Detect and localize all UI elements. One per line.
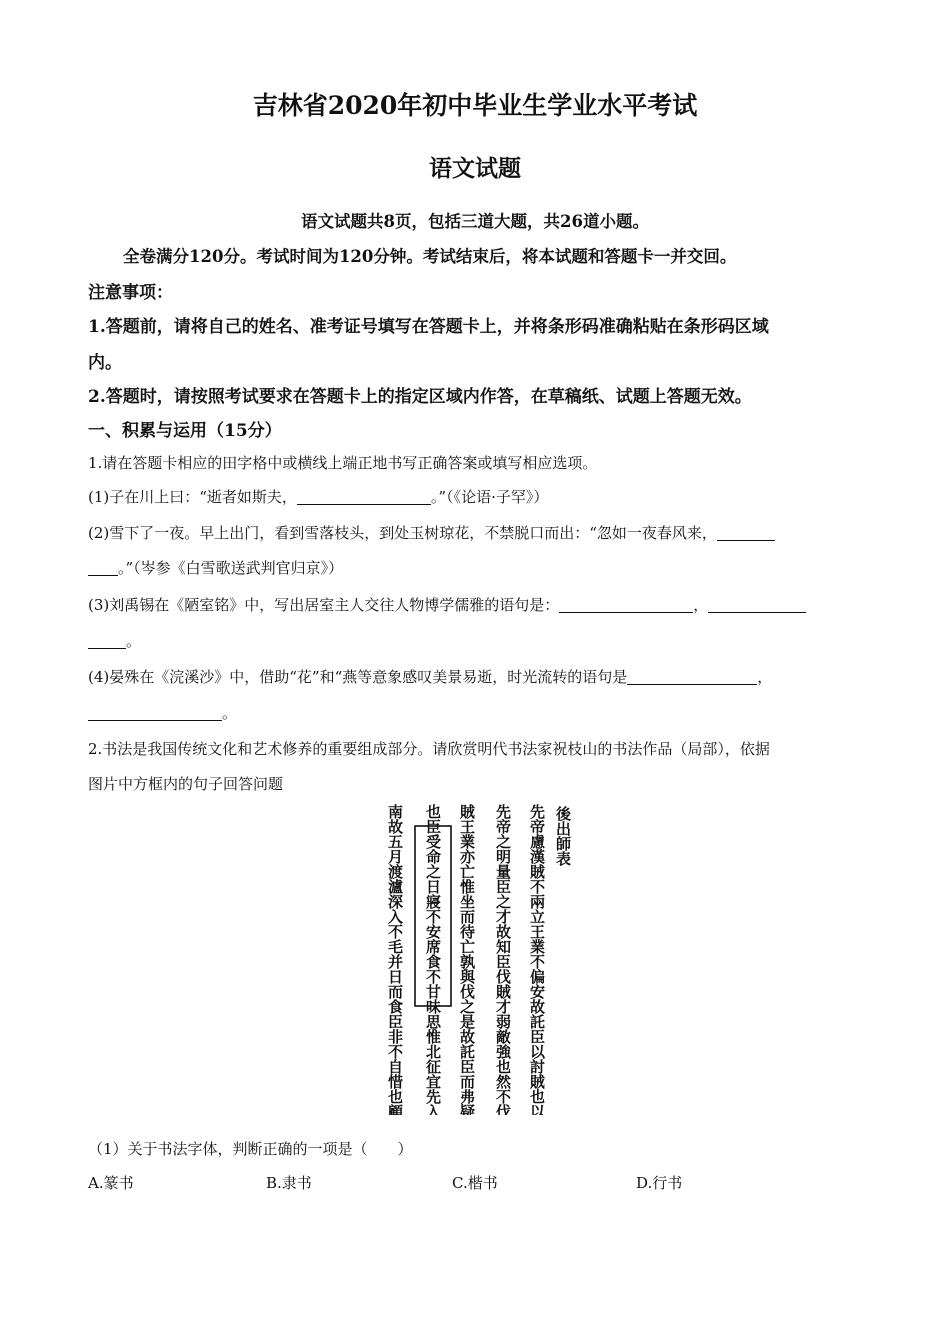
calligraphy-column-2: 先帝慮漢賊不兩立王業不偏安故託臣以討賊也以 <box>528 804 546 1115</box>
exam-subtitle: 语文试题 <box>429 155 521 182</box>
q2-stem: 2.书法是我国传统文化和艺术修养的重要组成部分。请欣赏明代书法家祝枝山的书法作品（局部），依据 <box>88 740 770 758</box>
notes-item-1-cont: 内。 <box>88 353 122 373</box>
answer-blank[interactable] <box>627 668 757 685</box>
option-c[interactable]: C.楷书 <box>452 1174 498 1192</box>
q1-sub-1: (1)子在川上曰：“逝者如斯夫， 。”（《论语·子罕》） <box>88 488 549 506</box>
notes-item-2: 2.答题时，请按照考试要求在答题卡上的指定区域内作答，在草稿纸、试题上答题无效。 <box>88 387 752 407</box>
answer-blank[interactable] <box>88 704 222 721</box>
q1-sub-4: (4)晏殊在《浣溪沙》中，借助“花”和“燕等意象感叹美景易逝，时光流转的语句是 ， <box>88 668 773 686</box>
option-b[interactable]: B.隶书 <box>266 1174 312 1192</box>
calligraphy-column-6: 南故五月渡瀘深入不毛并日而食臣非不自惜也顧 <box>386 804 404 1115</box>
q1-sub-3-cont: 。 <box>88 630 141 651</box>
answer-blank[interactable] <box>88 559 118 576</box>
q2-sub-1: （1）关于书法字体，判断正确的一项是（ ） <box>88 1140 413 1158</box>
notes-item-1: 1.答题前，请将自己的姓名、准考证号填写在答题卡上，并将条形码准确粘贴在条形码区域 <box>88 317 769 337</box>
q1-sub-4-cont: 。 <box>88 702 237 723</box>
q1-stem: 1.请在答题卡相应的田字格中或横线上端正地书写正确答案或填写相应选项。 <box>88 454 598 472</box>
option-d[interactable]: D.行书 <box>636 1174 683 1192</box>
intro-line-1: 语文试题共8页，包括三道大题，共26道小题。 <box>301 212 649 231</box>
answer-blank[interactable] <box>708 596 806 613</box>
calligraphy-image <box>367 800 587 1115</box>
calligraphy-column-5: 也臣受命之日寢不安席食不甘味思惟北征宜先入 <box>424 804 442 1115</box>
calligraphy-column-3: 先帝之明量臣之才故知臣伐賊才弱敵強也然不伐 <box>494 804 512 1115</box>
notes-heading: 注意事项： <box>88 283 173 303</box>
q2-stem-cont: 图片中方框内的句子回答问题 <box>88 775 284 793</box>
option-a[interactable]: A.篆书 <box>88 1174 134 1192</box>
intro-line-2: 全卷满分120分。考试时间为120分钟。考试结束后，将本试题和答题卡一并交回。 <box>123 247 737 266</box>
calligraphy-column-4: 賊王業亦亡惟坐而待亡孰與伐之是故託臣而弗疑 <box>458 804 476 1115</box>
answer-blank[interactable] <box>88 632 126 649</box>
calligraphy-column-1: 後出師表 <box>554 806 572 866</box>
exam-title: 吉林省2020年初中毕业生学业水平考试 <box>252 91 698 120</box>
q1-sub-3: (3)刘禹锡在《陋室铭》中，写出居室主人交往人物博学儒雅的语句是： ， <box>88 594 806 615</box>
answer-blank[interactable] <box>717 524 775 541</box>
answer-blank[interactable] <box>559 596 693 613</box>
q1-sub-2: (2)雪下了一夜。早上出门，看到雪落枝头，到处玉树琼花，不禁脱口而出：“忽如一夜春风来， <box>88 522 775 543</box>
q1-sub-2-cont: 。”（岑参《白雪歌送武判官归京》） <box>88 557 343 578</box>
answer-blank[interactable] <box>297 488 431 505</box>
section-1-heading: 一、积累与运用（15分） <box>88 421 282 441</box>
